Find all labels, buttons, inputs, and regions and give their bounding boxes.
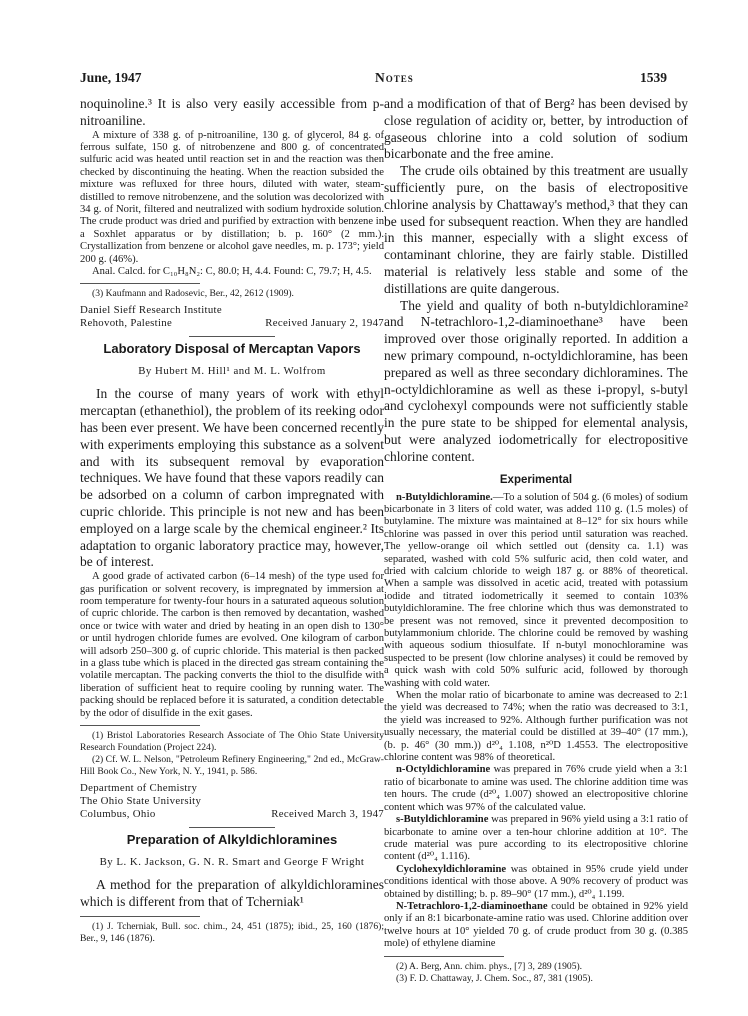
institution-block xyxy=(80,317,384,330)
footnote-2: (2) Cf. W. L. Nelson, "Petroleum Refinery Engineering," 2nd ed., McGraw-Hill Book Co., New York, N. Y., 1941, p. 586. xyxy=(80,754,384,778)
university-line: The Ohio State University xyxy=(80,795,202,808)
footnote-rule xyxy=(80,916,200,917)
institution-block xyxy=(80,808,384,821)
continued-paragraph: noquinoline.³ It is also very easily accessible from p-nitroaniline. xyxy=(80,96,384,128)
procedure-text: was prepared in 96% yield using a 3:1 ratio of bicarbonate to amine over a ten-hour chlorine addition at 10°. The crude material was pure according to its electropositive chlorine content (d²⁰₄ 1.116). xyxy=(384,814,688,863)
procedure-tetrachloro xyxy=(384,901,688,951)
article-byline: By Hubert M. Hill¹ and M. L. Wolfrom xyxy=(138,365,326,378)
compound-name: n-Octyldichloramine xyxy=(396,764,491,776)
section-heading: Experimental xyxy=(499,473,573,486)
method-paragraph: A good grade of activated carbon (6–14 mesh) of the type used for gas purification or solvent recovery, is impregnated by immersion at room temperature for twenty-four hours in a saturated aqueous solution of cupric chloride. The carbon is then removed by decantation, washed once or twice with water and dried by heating in an open dish to 130° or until hydrogen chloride fumes are evolved. One kilogram of carbon will adsorb 250–300 g. of cupric chloride. This material is then packed in a glass tube which is placed in the directed gas stream containing the volatile mercaptan. The packing converts the thiol to the disulfide with liberation of sufficient heat to require cooling by running water. The packing should be replaced before it is saturated, a condition detectable by the odor of disulfide in the exit gases. xyxy=(80,571,384,719)
left-column xyxy=(80,96,384,945)
footnote-r2: (2) A. Berg, Ann. chim. phys., [7] 3, 289 (1905). xyxy=(396,960,583,972)
procedure-butyl xyxy=(384,492,688,691)
compound-name: n-Butyldichloramine. xyxy=(396,491,493,503)
compound-name: s-Butyldichloramine xyxy=(396,814,489,826)
compound-name: N-Tetrachloro-1,2-diaminoethane xyxy=(396,900,548,912)
running-section: Notes xyxy=(375,70,414,85)
procedure-text: —To a solution of 504 g. (6 moles) of sodium bicarbonate in 3 liters of cold water, was added 110 g. (1.5 moles) of butylamine. The mixture was maintained at 8–12° for six hours while chlorine was passed in over this period until saturation was reached. The yellow-orange oil which settled out (density ca. 1.1) was separated, washed with cold 5% sulfuric acid, then cold water, and dried with calcium chloride to weigh 187 g. or 88% of theoretical. When a sample was dissolved in acetic acid, treated with potassium iodide and titrated iodometrically it seemed to contain 103% butyldichloramine. The free chlorine which thus was demonstrated to be present was not removed, since it prevented decomposition to butylammonium chloride. The chlorine could be removed by washing with aqueous sodium thiosulfate. If n-butyl monochloramine was suspected to be present (low chlorine analyses) it could be removed by a quick wash with cold 50% sulfuric acid, followed by thorough washing with cold water. xyxy=(384,491,688,689)
right-column xyxy=(384,96,688,985)
body-paragraph: In the course of many years of work with ethyl mercaptan (ethanethiol), the problem of its reeking odor has been ever present. We have been concerned recently with experiments employing this substance as a solvent and with its subsequent removal by evaporation techniques. We have found that these vapors readily can be adsorbed on a column of carbon impregnated with cupric chloride. This principle is not new and has been employed on a large scale by the chemical engineer.² Its adaptation to organic laboratory practice may, however, be of interest. xyxy=(80,386,384,570)
procedure-cyclohexyl xyxy=(384,864,688,901)
page-number: 1539 xyxy=(640,70,667,85)
procedure-text: was prepared in 76% crude yield when a 3:1 ratio of bicarbonate to amine was used. The chlorine addition time was ten hours. The crude (d²⁰₄ 1.007) showed an electropositive chlorine content which was 97% of the calculated value. xyxy=(384,764,688,813)
footnote-1: (1) Bristol Laboratories Research Associate of The Ohio State University Research Foundation (Project 224). xyxy=(80,730,384,754)
synthesis-procedure: A mixture of 338 g. of p-nitroaniline, 130 g. of glycerol, 84 g. of ferrous sulfate, 150 g. of nitrobenzene and 800 g. of concentrated sulfuric acid was heated until reaction set in and the reaction was then checked by discontinuing the heating. When the reaction subsided the mixture was refluxed for three hours, diluted with water, steam-distilled to remove nitrobenzene, and the solution was decolorized with 34 g. of Norit, filtered and neutralized with sodium hydroxide solution. The crude product was dried and purified by extraction with benzene in a Soxhlet apparatus or by distillation; b. p. 160° (2 mm.). Crystallization from benzene or alcohol gave needles, m. p. 173°; yield 200 g. (46%). xyxy=(80,129,384,265)
institution-location: Rehovoth, Palestine xyxy=(80,317,173,330)
received-date: Received January 2, 1947 xyxy=(265,317,384,330)
footnote-3: (3) Kaufmann and Radosevic, Ber., 42, 2612 (1909). xyxy=(92,288,294,300)
article-byline: By L. K. Jackson, G. N. R. Smart and George F Wright xyxy=(99,856,365,869)
department-line: Department of Chemistry xyxy=(80,782,198,795)
compound-name: Cyclohexyldichloramine xyxy=(396,863,507,875)
footnote-t1: (1) J. Tcherniak, Bull. soc. chim., 24, 451 (1875); ibid., 25, 160 (1876); Ber., 9, 146 (1876). xyxy=(80,920,384,944)
article-separator xyxy=(189,336,275,337)
article-title: Laboratory Disposal of Mercaptan Vapors xyxy=(103,341,361,357)
institution-location: Columbus, Ohio xyxy=(80,808,156,821)
footnote-rule xyxy=(80,725,200,726)
body-paragraph: and a modification of that of Berg² has been devised by close regulation of acidity or, better, by introduction of gaseous chlorine into a cold solution of sodium bicarbonate and the free amine. xyxy=(384,96,688,162)
article-separator xyxy=(189,827,275,828)
procedure-molar: When the molar ratio of bicarbonate to amine was decreased to 2:1 the yield was decreased to 74%; when the ratio was decreased to 3:1, the yield was increased to 92%. Although further purification was not usually necessary, the material could be distilled at 39–40° (17 mm.), (b. p. 46° (30 mm.)) d²⁰₄ 1.108, n²⁰D 1.4553. The electropositive chlorine content was 98% of theoretical. xyxy=(384,690,688,764)
institution-line: Daniel Sieff Research Institute xyxy=(80,304,222,317)
procedure-octyl xyxy=(384,764,688,814)
footnote-rule xyxy=(384,956,504,957)
procedure-text: could be obtained in 92% yield only if an 8:1 bicarbonate-amine ratio was used. Chlorine addition over twelve hours at 10° yielded 70 g. of crude product from 30 g. (0.385 mole) of ethylene diamine xyxy=(384,900,688,950)
analysis-line: Anal. Calcd. for C₁₀H₈N₂: C, 80.0; H, 4.4. Found: C, 79.7; H, 4.5. xyxy=(92,266,372,278)
procedure-text: was obtained in 95% crude yield under conditions identical with those above. A 90% recovery of product was obtained by distilling; b. p. 89–90° (17 mm.), d²⁰₄ 1.199. xyxy=(384,863,688,900)
body-paragraph: The crude oils obtained by this treatment are usually sufficiently pure, on the basis of electropositive chlorine analysis by Chattaway's method,³ that they can be used for subsequent reaction. When they are handled in this manner, especially with a slight excess of contaminant chlorine, they are fairly stable. Distilled material is relatively less stable and some of the distillations are quite dangerous. xyxy=(384,163,688,296)
running-date: June, 1947 xyxy=(80,70,142,85)
body-paragraph: A method for the preparation of alkyldichloramines which is different from that of Tcherniak¹ xyxy=(80,877,384,909)
footnote-rule xyxy=(80,283,200,284)
received-date: Received March 3, 1947 xyxy=(271,808,384,821)
body-paragraph: The yield and quality of both n-butyldichloramine² and N-tetrachloro-1,2-diaminoethane³ have been improved over those originally reported. In addition a new primary compound, n-octyldichloramine, has been prepared as well as three secondary dichloramines. The n-octyldichloramine as well as these i-propyl, s-butyl and cyclohexyl compounds were not sufficiently stable in the pure state to be shipped for elemental analysis, but were analyzed iodometrically for electropositive chlorine content. xyxy=(384,297,688,464)
procedure-sbutyl xyxy=(384,814,688,864)
footnote-r3: (3) F. D. Chattaway, J. Chem. Soc., 87, 381 (1905). xyxy=(396,972,593,984)
article-title: Preparation of Alkyldichloramines xyxy=(126,832,338,848)
